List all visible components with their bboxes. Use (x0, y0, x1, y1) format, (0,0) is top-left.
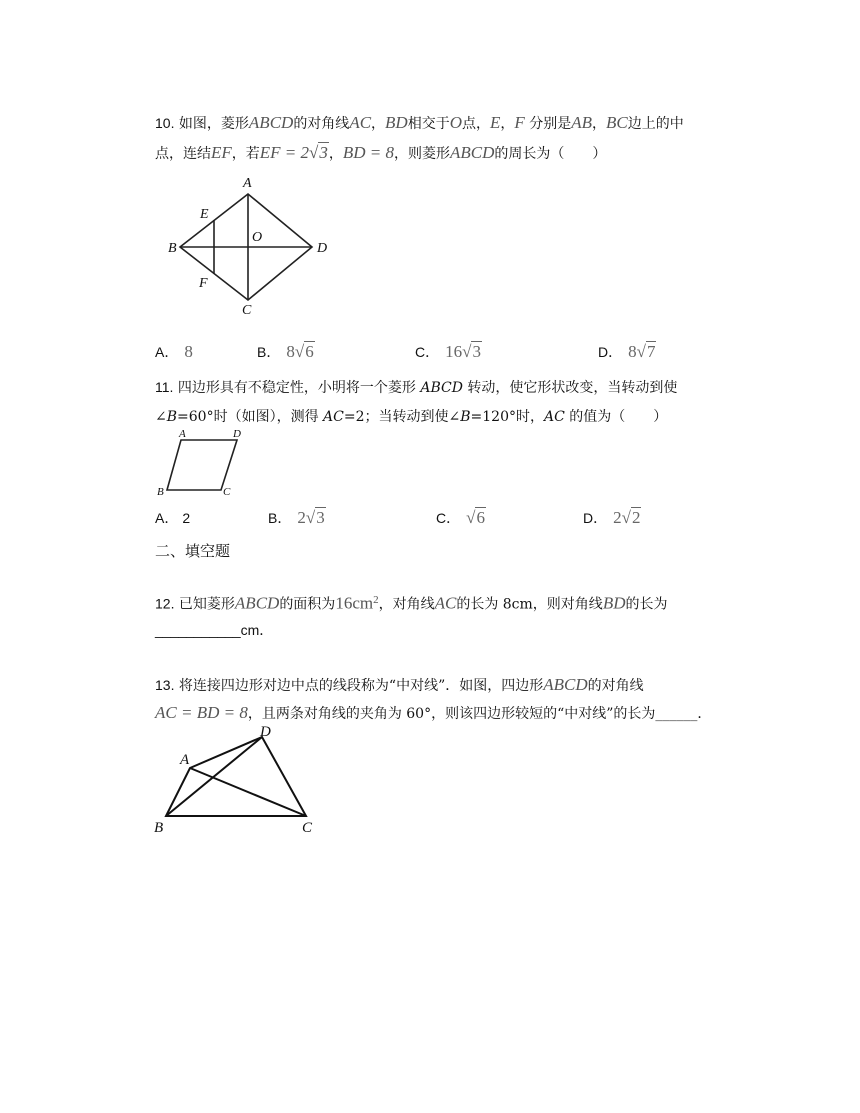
q11-option-d[interactable]: D． 2√2 (583, 508, 641, 527)
q13-label-d: D (260, 724, 271, 740)
q12-answer-line[interactable]: ___________cm． (155, 622, 274, 638)
q12-line1: 12. 已知菱形ABCD的面积为$16cm^2$，对角线AC的长为 8cm，则对角线BD的长为 (155, 593, 668, 613)
q13-label-c: C (302, 820, 313, 836)
q10-label-c: C (242, 303, 252, 318)
q10-label-a: A (243, 176, 252, 191)
q11-label-d: D (233, 428, 241, 440)
q13-label-a: A (180, 752, 190, 768)
q13-quadrilateral-figure (150, 720, 330, 838)
q11-option-c[interactable]: C． √6 (436, 508, 485, 527)
q10-line2: 点，连结EF，若EF = 2√3，BD = 8，则菱形ABCD的周长为（ ） (155, 143, 607, 162)
q10-option-c[interactable]: C． 16√3 (415, 342, 481, 361)
q10-option-b[interactable]: B． 8√6 (257, 342, 314, 361)
q13-line1: 13. 将连接四边形对边中点的线段称为“中对线”．如图，四边形ABCD的对角线 (155, 675, 644, 694)
q10-line1: 10. 如图，菱形ABCD的对角线AC，BD相交于O点，E，F 分别是AB，BC边上的中 (155, 113, 684, 132)
q10-label-o: O (252, 230, 263, 245)
q13-label-b: B (154, 820, 164, 836)
q11-label-a: A (179, 428, 186, 440)
q10-label-e: E (200, 207, 209, 222)
q10-option-a[interactable]: A． 8 (155, 342, 193, 361)
section-heading-fill-in: 二、填空题 (155, 542, 231, 560)
q10-label-d: D (317, 241, 328, 256)
q13-line2: AC = BD = 8，且两条对角线的夹角为 60°，则该四边形较短的“中对线”的长为______． (155, 703, 712, 722)
q11-parallelogram-figure (155, 426, 265, 500)
q11-label-b: B (157, 486, 164, 498)
q11-line1: 11. 四边形具有不稳定性，小明将一个菱形 ABCD 转动，使它形状改变，当转动到使 (155, 379, 678, 396)
q11-option-b[interactable]: B． 2√3 (268, 508, 325, 527)
q11-option-a[interactable]: A． 2 (155, 510, 191, 526)
q10-option-d[interactable]: D． 8√7 (598, 342, 656, 361)
q10-label-b: B (168, 241, 177, 256)
q11-line2: ∠B=60°时（如图），测得 AC=2；当转动到使∠B=120°时，AC 的值为（ ） (155, 409, 668, 425)
q10-label-f: F (199, 276, 208, 291)
q11-label-c: C (223, 486, 231, 498)
q10-rhombus-figure (160, 172, 340, 320)
